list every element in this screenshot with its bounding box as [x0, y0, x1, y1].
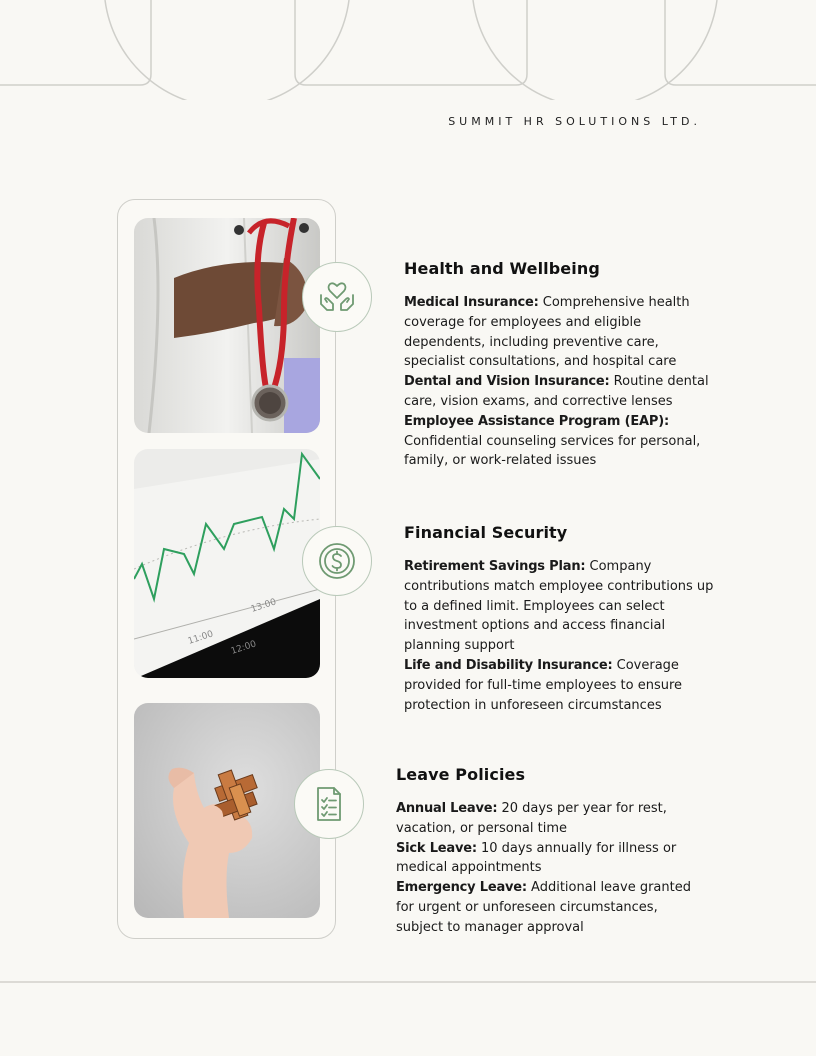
benefit-item	[396, 839, 696, 879]
chart-tick-label: 12:00	[229, 639, 258, 657]
benefit-label: Life and Disability Insurance:	[404, 657, 613, 673]
benefit-text: 20 days per year for rest, vacation, or personal time	[396, 801, 667, 836]
benefit-item	[396, 878, 696, 937]
benefit-label: Annual Leave:	[396, 801, 498, 816]
benefit-label: Retirement Savings Plan:	[404, 559, 586, 574]
header-decoration	[0, 0, 816, 100]
section-title: Leave Policies	[396, 765, 526, 784]
benefit-item	[404, 557, 714, 656]
chart-tick-label: 11:00	[186, 629, 215, 647]
benefit-item	[396, 799, 696, 839]
financial-security-section	[404, 523, 714, 715]
benefit-text: Additional leave granted for urgent or unforeseen circumstances, subject to manager approval	[396, 880, 691, 935]
financial-chart-photo	[134, 449, 320, 678]
checklist-document-icon	[309, 784, 349, 824]
benefit-text: Confidential counseling services for personal, family, or work-related issues	[404, 433, 701, 469]
footer-divider	[0, 981, 816, 983]
benefit-text: Coverage provided for full-time employees to ensure protection in unforeseen circumstances	[404, 657, 683, 713]
benefit-label: Employee Assistance Program (EAP):	[404, 413, 669, 429]
dollar-coin-icon	[317, 541, 357, 581]
leave-policies-section	[396, 765, 696, 938]
benefit-label: Sick Leave:	[396, 840, 477, 856]
section-title: Financial Security	[404, 523, 568, 542]
benefit-label: Emergency Leave:	[396, 880, 527, 896]
benefit-item	[404, 293, 714, 372]
benefit-text: Comprehensive health coverage for employees and eligible dependents, including preventive care, specialist consultations, and hospital care	[404, 295, 690, 370]
benefit-text: 10 days annually for illness or medical appointments	[396, 840, 677, 876]
benefit-text: Company contributions match employee contributions up to a defined limit. Employees can select investment options and access financial planning support	[404, 559, 714, 654]
benefit-label: Medical Insurance:	[404, 295, 539, 310]
section-title: Health and Wellbeing	[404, 259, 600, 278]
hands-heart-icon-badge	[302, 262, 372, 332]
wooden-puzzle-photo	[134, 703, 320, 918]
benefit-label: Dental and Vision Insurance:	[404, 374, 610, 390]
chart-tick-label: 13:00	[249, 597, 278, 615]
health-wellbeing-section	[404, 259, 714, 471]
benefit-item	[404, 656, 714, 715]
benefit-item	[404, 412, 714, 471]
doctor-stethoscope-photo	[134, 218, 320, 433]
company-name: SUMMIT HR SOLUTIONS LTD.	[448, 115, 701, 128]
dollar-coin-icon-badge	[302, 526, 372, 596]
checklist-document-icon-badge	[294, 769, 364, 839]
benefit-text: Routine dental care, vision exams, and corrective lenses	[404, 374, 709, 409]
hands-heart-icon	[317, 277, 357, 317]
benefit-item	[404, 372, 714, 412]
